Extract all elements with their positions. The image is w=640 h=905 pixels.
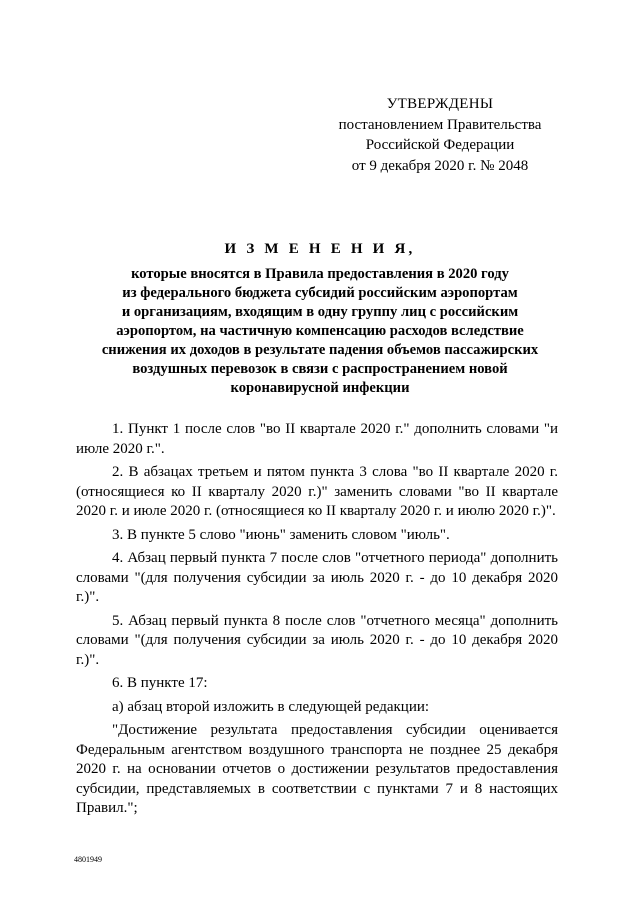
- approval-line-3: от 9 декабря 2020 г. № 2048: [351, 157, 529, 174]
- paragraph-item-5: 5. Абзац первый пункта 8 после слов "отчетного месяца" дополнить словами "(для получения субсидии за июль 2020 г. - до 10 декабря 2020 г.)".: [76, 612, 558, 668]
- paragraph-item-4: 4. Абзац первый пункта 7 после слов "отчетного периода" дополнить словами "(для получения субсидии за июль 2020 г. - до 10 декабря 2020 г.)".: [76, 550, 558, 605]
- paragraph-quoted-text: "Достижение результата предоставления субсидии оценивается Федеральным агентством воздушного транспорта не позднее 25 декабря 2020 г. на основании отчетов о достижении результатов предоставления субсидии, представляемых в соответствии с пунктами 7 и 8 настоящих Правил.";: [76, 722, 558, 816]
- paragraph-item-3: 3. В пункте 5 слово "июнь" заменить словом "июль".: [112, 526, 450, 543]
- approval-line-1: постановлением Правительства: [338, 116, 542, 133]
- heading-subtitle-line: воздушных перевозок в связи с распространением новой: [132, 361, 508, 377]
- document-code: 4801949: [74, 855, 102, 864]
- paragraph-item-6: 6. В пункте 17:: [112, 675, 208, 691]
- approval-line-2: Российской Федерации: [365, 137, 515, 153]
- approval-title: УТВЕРЖДЕНЫ: [386, 96, 494, 112]
- paragraph-item-1: 1. Пункт 1 после слов "во II квартале 2020 г." дополнить словами "и июле 2020 г.".: [76, 421, 558, 457]
- paragraph-item-2: 2. В абзацах третьем и пятом пункта 3 слова "во II квартале 2020 г. (относящиеся ко II кварталу 2020 г.)" заменить словами "во II квартале 2020 г. и июле 2020 г. (относящиеся ко II кварталу 2020 г. и июлю 2020 г.)".: [76, 464, 558, 519]
- heading-subtitle-line: аэропортом, на частичную компенсацию расходов вследствие: [116, 323, 524, 339]
- heading-subtitle-line: снижения их доходов в результате падения объемов пассажирских: [101, 342, 539, 358]
- heading-subtitle-line: из федерального бюджета субсидий российским аэропортам: [122, 285, 518, 301]
- heading-subtitle-line: которые вносятся в Правила предоставления в 2020 году: [131, 266, 509, 282]
- paragraph-subitem-a: а) абзац второй изложить в следующей редакции:: [112, 698, 430, 715]
- document-body: [76, 420, 558, 823]
- heading-title: И З М Е Н Е Н И Я,: [224, 241, 416, 257]
- document-heading: [100, 240, 540, 398]
- heading-subtitle-line: и организациям, входящим в одну группу лиц с российским: [121, 304, 519, 320]
- heading-subtitle-line: коронавирусной инфекции: [230, 380, 410, 396]
- approval-block: [330, 94, 550, 176]
